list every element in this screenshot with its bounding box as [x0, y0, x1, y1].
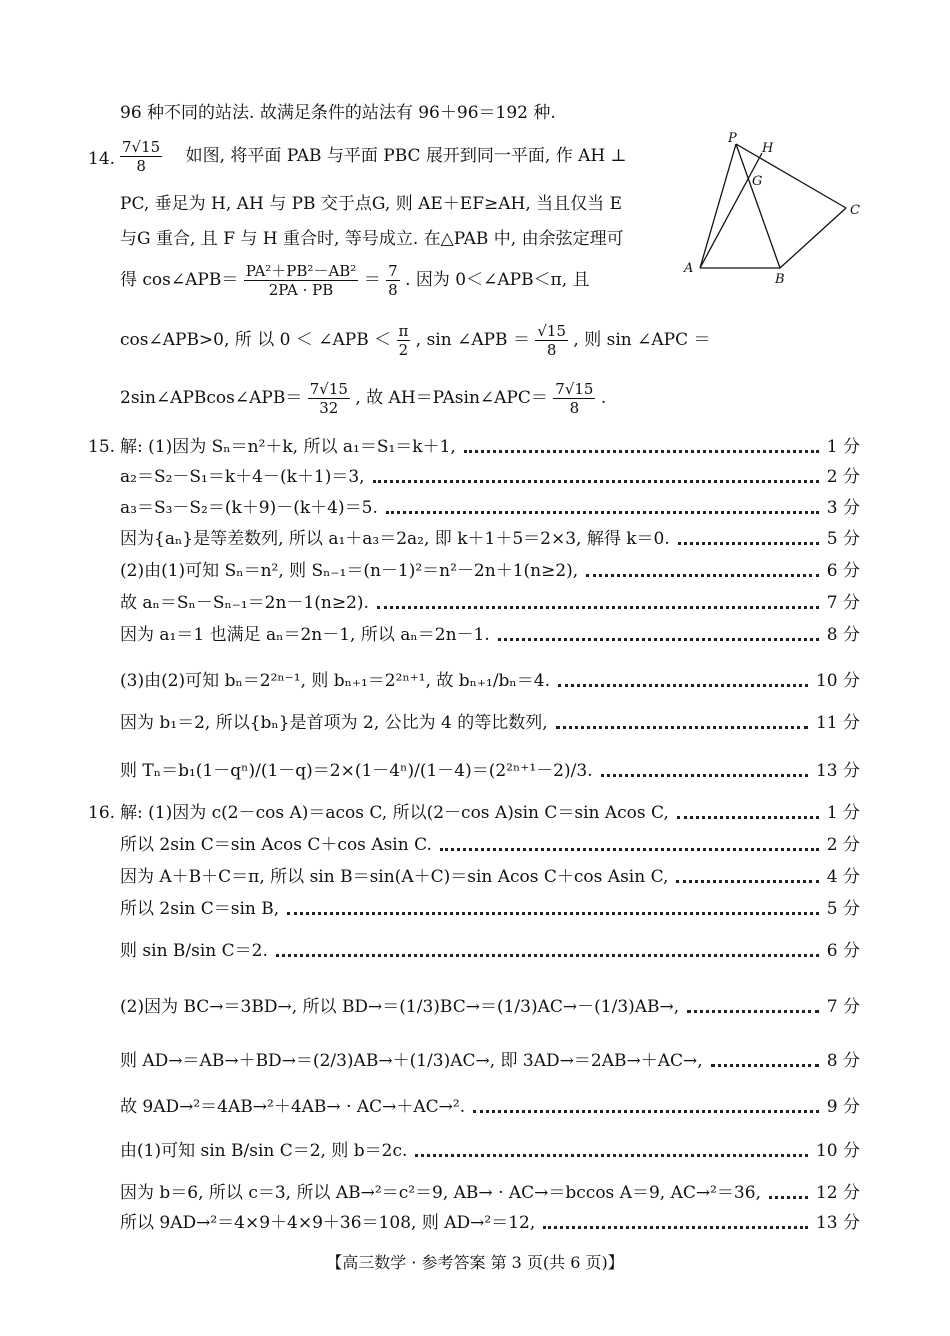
step-points: 3 分 — [826, 498, 860, 518]
segment-PB — [736, 144, 780, 268]
q14-answer: $\frac{7√15}{8}$ — [122, 138, 161, 175]
step-points: 4 分 — [826, 867, 860, 887]
label-P: P — [728, 131, 737, 146]
dot-leader — [464, 450, 819, 453]
step-points: 11 分 — [815, 713, 860, 733]
q16-step — [120, 1096, 860, 1118]
dot-leader — [556, 726, 808, 729]
step-points: 2 分 — [826, 835, 860, 855]
dot-leader — [415, 1154, 808, 1157]
step-points: 12 分 — [815, 1183, 860, 1203]
label-G: G — [752, 174, 763, 189]
step-points: 13 分 — [815, 1213, 860, 1233]
q15-step — [120, 466, 860, 488]
q15-step — [120, 436, 860, 458]
dot-leader — [386, 511, 819, 514]
q16-step — [120, 898, 860, 920]
step-text: 则 AD→＝AB→＋BD→＝(2/3)AB→＋(1/3)AC→, 即 3AD→＝2AB→＋AC→, — [120, 1051, 703, 1071]
q14-line3: 与G 重合, 且 F 与 H 重合时, 等号成立. 在△PAB 中, 由余弦定理可 — [120, 229, 624, 249]
label-C: C — [850, 203, 860, 218]
page-footer: 【高三数学 · 参考答案 第 3 页(共 6 页)】 — [326, 1253, 624, 1272]
q14-line5: cos∠APB>0, 所 以 0 ＜ ∠APB ＜ $\frac{\pi}{2}$ , sin ∠APB ＝ $\frac{√15}{8}$ , 则 sin ∠APC ＝ — [120, 322, 711, 359]
dot-leader — [676, 880, 818, 883]
dot-leader — [601, 774, 808, 777]
dot-leader — [498, 638, 819, 641]
step-text: a₃＝S₃－S₂＝(k＋9)－(k＋4)＝5. — [120, 498, 378, 518]
q16-step — [120, 940, 860, 962]
dot-leader — [543, 1226, 808, 1229]
q16-step — [120, 1212, 860, 1234]
step-points: 1 分 — [826, 437, 860, 457]
label-B: B — [775, 272, 785, 287]
dot-leader — [287, 912, 819, 915]
q15-step — [120, 497, 860, 519]
segment-BC — [780, 208, 846, 268]
step-points: 10 分 — [815, 671, 860, 691]
step-text: 则 sin B/sin C＝2. — [120, 941, 268, 961]
q15-step — [120, 712, 860, 734]
step-points: 13 分 — [815, 761, 860, 781]
step-points: 5 分 — [826, 529, 860, 549]
step-text: a₂＝S₂－S₁＝k＋4－(k＋1)＝3, — [120, 467, 365, 487]
continuation-line: 96 种不同的站法. 故满足条件的站法有 96＋96＝192 种. — [120, 103, 556, 123]
q14-first-line: $\frac{7√15}{8}$ 如图, 将平面 PAB 与平面 PBC 展开到同一平面, 作 AH ⊥ — [122, 138, 627, 175]
step-text: (3)由(2)可知 bₙ＝2²ⁿ⁻¹, 则 bₙ₊₁＝2²ⁿ⁺¹, 故 bₙ₊₁/bₙ＝4. — [120, 671, 551, 691]
q15-step — [120, 560, 860, 582]
q16-step — [120, 1050, 860, 1072]
step-text: 故 aₙ＝Sₙ－Sₙ₋₁＝2n－1(n≥2). — [120, 593, 369, 613]
step-text: 因为 b＝6, 所以 c＝3, 所以 AB→²＝c²＝9, AB→ · AC→＝bccos A＝9, AC→²＝36, — [120, 1183, 761, 1203]
q14-line2: PC, 垂足为 H, AH 与 PB 交于点G, 则 AE＋EF≥AH, 当且仅当 E — [120, 194, 622, 214]
step-points: 5 分 — [826, 899, 860, 919]
step-points: 7 分 — [826, 997, 860, 1017]
step-points: 7 分 — [826, 593, 860, 613]
dot-leader — [711, 1064, 819, 1067]
dot-leader — [377, 606, 819, 609]
step-text: 因为 A＋B＋C＝π, 所以 sin B＝sin(A＋C)＝sin Acos C＋cos Asin C, — [120, 867, 669, 887]
step-points: 8 分 — [826, 625, 860, 645]
segment-PA — [700, 144, 736, 268]
q15-step — [120, 670, 860, 692]
dot-leader — [473, 1110, 819, 1113]
step-text: (2)因为 BC→＝3BD→, 所以 BD→＝(1/3)BC→＝(1/3)AC→－(1/3)AB→, — [120, 997, 680, 1017]
q15-number: 15. — [88, 437, 116, 457]
q14-line6: 2sin∠APBcos∠APB＝ $\frac{7√15}{32}$ , 故 AH＝PAsin∠APC＝ $\frac{7√15}{8}$ . — [120, 380, 607, 417]
dot-leader — [276, 954, 819, 957]
dot-leader — [687, 1010, 819, 1013]
q16-step — [120, 1140, 860, 1162]
dot-leader — [677, 816, 819, 819]
step-points: 9 分 — [826, 1097, 860, 1117]
q15-step — [120, 624, 860, 646]
step-points: 1 分 — [826, 803, 860, 823]
step-points: 6 分 — [826, 561, 860, 581]
q14-line4: 得 cos∠APB＝ $\frac{\text{PA²＋PB²－AB²}}{2PA \cdot PB}$ ＝ $\frac{7}{8}$ . 因为 0＜∠APB＜π, 且 — [120, 262, 590, 299]
dot-leader — [769, 1196, 808, 1199]
segment-AH — [700, 153, 762, 268]
step-text: 由(1)可知 sin B/sin C＝2, 则 b＝2c. — [120, 1141, 408, 1161]
dot-leader — [373, 480, 819, 483]
q16-number: 16. — [88, 803, 116, 823]
step-text: 所以 9AD→²＝4×9＋4×9＋36＝108, 则 AD→²＝12, — [120, 1213, 536, 1233]
step-points: 2 分 — [826, 467, 860, 487]
step-text: 则 Tₙ＝b₁(1－qⁿ)/(1－q)＝2×(1－4ⁿ)/(1－4)＝(2²ⁿ⁺¹－2)/3. — [120, 761, 593, 781]
step-text: 因为{aₙ}是等差数列, 所以 a₁＋a₃＝2a₂, 即 k＋1＋5＝2×3, 解得 k＝0. — [120, 529, 670, 549]
q16-step — [120, 834, 860, 856]
step-text: 解: (1)因为 c(2－cos A)＝acos C, 所以(2－cos A)sin C＝sin Acos C, — [120, 803, 669, 823]
step-points: 8 分 — [826, 1051, 860, 1071]
step-text: 所以 2sin C＝sin B, — [120, 899, 280, 919]
step-text: (2)由(1)可知 Sₙ＝n², 则 Sₙ₋₁＝(n－1)²＝n²－2n＋1(n≥2), — [120, 561, 579, 581]
step-text: 因为 b₁＝2, 所以{bₙ}是首项为 2, 公比为 4 的等比数列, — [120, 713, 548, 733]
step-points: 6 分 — [826, 941, 860, 961]
label-H: H — [762, 141, 774, 156]
dot-leader — [586, 574, 819, 577]
q16-step — [120, 1182, 860, 1204]
step-points: 10 分 — [815, 1141, 860, 1161]
step-text: 故 9AD→²＝4AB→²＋4AB→ · AC→＋AC→². — [120, 1097, 466, 1117]
dot-leader — [558, 684, 808, 687]
q15-step — [120, 760, 860, 782]
q15-step — [120, 528, 860, 550]
q15-step — [120, 592, 860, 614]
step-text: 解: (1)因为 Sₙ＝n²＋k, 所以 a₁＝S₁＝k＋1, — [120, 437, 456, 457]
q16-step — [120, 866, 860, 888]
dot-leader — [440, 848, 819, 851]
q14-geometry-figure — [680, 130, 870, 290]
q16-step — [120, 996, 860, 1018]
q14-number: 14. — [88, 149, 116, 169]
step-text: 因为 a₁＝1 也满足 aₙ＝2n－1, 所以 aₙ＝2n－1. — [120, 625, 490, 645]
q16-step — [120, 802, 860, 824]
label-A: A — [684, 261, 694, 276]
dot-leader — [678, 542, 819, 545]
step-text: 所以 2sin C＝sin Acos C＋cos Asin C. — [120, 835, 432, 855]
